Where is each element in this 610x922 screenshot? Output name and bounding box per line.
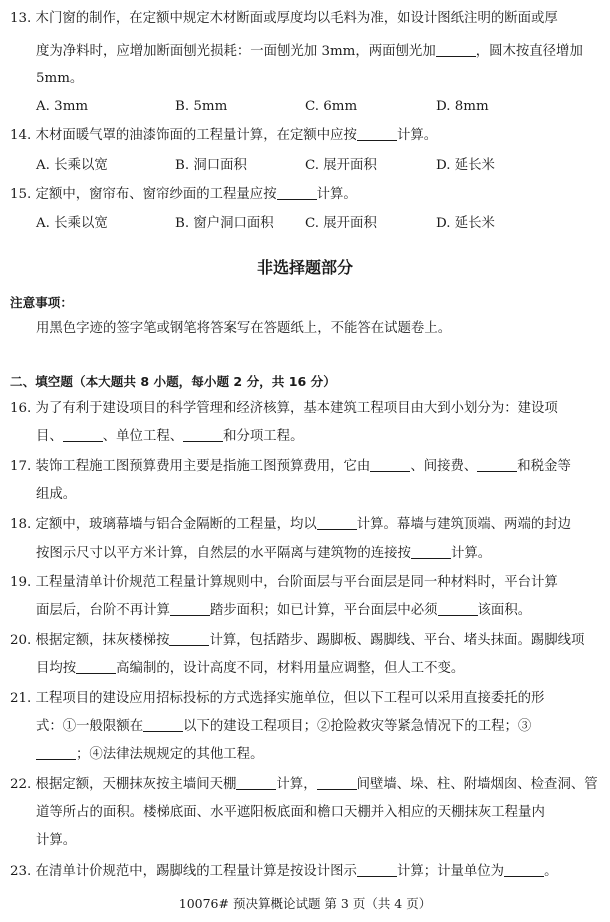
q16-line-1: 16. 为了有利于建设项目的科学管理和经济核算，基本建筑工程项目由大到小划分为：建设项	[10, 401, 558, 416]
q23-line-1: 23. 在清单计价规范中，踢脚线的工程量计算是按设计图示 计算；计量单位为 。	[10, 864, 558, 879]
notice-text: 用黑色字迹的签字笔或钢笔将答案写在答题纸上，不能答在试题卷上。	[36, 321, 452, 336]
q15-option-b: B. 窗户洞口面积	[175, 216, 274, 231]
q19-line-1: 19. 工程量清单计价规范工程量计算规则中，台阶面层与平台面层是同一种材料时，平台计算	[10, 575, 558, 590]
q22-line-3: 计算。	[36, 833, 77, 848]
q15-stem: 15. 定额中，窗帘布、窗帘纱面的工程量应按 计算。	[10, 187, 357, 202]
q18-line-2: 按图示尺寸以平方米计算，自然层的水平隔离与建筑物的连接按 计算。	[36, 546, 492, 561]
q15-option-a: A. 长乘以宽	[36, 216, 108, 231]
q14-option-d: D. 延长米	[436, 158, 495, 173]
q20-line-2: 目均按 高编制的，设计高度不同，材料用量应调整，但人工不变。	[36, 661, 465, 676]
q14-blank[interactable]	[357, 127, 397, 141]
q13-option-d: D. 8mm	[436, 99, 489, 114]
q17-line-2: 组成。	[36, 487, 77, 502]
q14-option-a: A. 长乘以宽	[36, 158, 108, 173]
q23-blank-2[interactable]	[504, 863, 544, 877]
q13-blank[interactable]	[436, 43, 476, 57]
part2-title: 二、填空题（本大题共 8 小题，每小题 2 分，共 16 分）	[10, 374, 336, 389]
q13-option-c: C. 6mm	[305, 99, 358, 114]
q14-option-c: C. 展开面积	[305, 158, 377, 173]
q18-blank-2[interactable]	[411, 545, 451, 559]
q14-option-b: B. 洞口面积	[175, 158, 247, 173]
q15-option-c: C. 展开面积	[305, 216, 377, 231]
q22-line-2: 道等所占的面积。楼梯底面、水平遮阳板底面和檐口天棚并入相应的天棚抹灰工程量内	[36, 805, 545, 820]
q18-line-1: 18. 定额中，玻璃幕墙与铝合金隔断的工程量，均以 计算。幕墙与建筑顶端、两端的封边	[10, 517, 572, 532]
q21-line-3: ；④法律法规规定的其他工程。	[36, 746, 263, 764]
q22-blank-2[interactable]	[317, 776, 357, 790]
q21-blank-1[interactable]	[143, 718, 183, 732]
q21-line-1: 21. 工程项目的建设应用招标投标的方式选择实施单位，但以下工程可以采用直接委托的形	[10, 691, 545, 706]
q21-blank-2[interactable]	[36, 746, 76, 760]
q15-blank[interactable]	[277, 186, 317, 200]
q20-line-1: 20. 根据定额，抹灰楼梯按 计算，包括踏步、踢脚板、踢脚线、平台、堵头抹面。踢脚线项	[10, 633, 585, 648]
q22-line-1: 22. 根据定额，天棚抹灰按主墙间天棚 计算， 间壁墙、垛、柱、附墙烟囱、检查洞、管	[10, 777, 598, 792]
q13-line-3: 5mm。	[36, 71, 84, 86]
q16-blank-1[interactable]	[63, 428, 103, 442]
page-footer: 10076# 预决算概论试题 第 3 页（共 4 页）	[178, 896, 432, 911]
q15-option-d: D. 延长米	[436, 216, 495, 231]
q17-blank-2[interactable]	[477, 458, 517, 472]
q20-blank-2[interactable]	[76, 660, 116, 674]
q14-stem: 14. 木材面暖气罩的油漆饰面的工程量计算，在定额中应按 计算。	[10, 128, 438, 143]
q17-line-1: 17. 装饰工程施工图预算费用主要是指施工图预算费用，它由 、间接费、 和税金等	[10, 459, 571, 474]
q21-line-2: 式：①一般限额在 以下的建设工程项目；②抢险救灾等紧急情况下的工程；③	[36, 719, 532, 734]
q22-blank-1[interactable]	[236, 776, 276, 790]
q13-line-1: 13. 木门窗的制作，在定额中规定木材断面或厚度均以毛料为准，如设计图纸注明的断面或厚	[10, 11, 558, 26]
q23-blank-1[interactable]	[357, 863, 397, 877]
q13-option-a: A. 3mm	[36, 99, 89, 114]
q13-option-b: B. 5mm	[175, 99, 228, 114]
notice-title: 注意事项：	[10, 295, 73, 310]
q18-blank-1[interactable]	[317, 516, 357, 530]
q20-blank-1[interactable]	[169, 632, 209, 646]
q19-line-2: 面层后，台阶不再计算 踏步面积；如已计算，平台面层中必须 该面积。	[36, 603, 532, 618]
q13-line-2: 度为净料时，应增加断面刨光损耗：一面刨光加 3mm，两面刨光加 ，圆木按直径增加	[36, 44, 583, 59]
q19-blank-1[interactable]	[170, 602, 210, 616]
q16-blank-2[interactable]	[183, 428, 223, 442]
q17-blank-1[interactable]	[370, 458, 410, 472]
q16-line-2: 目、 、单位工程、 和分项工程。	[36, 429, 304, 444]
q19-blank-2[interactable]	[438, 602, 478, 616]
section-title: 非选择题部分	[256, 258, 353, 277]
